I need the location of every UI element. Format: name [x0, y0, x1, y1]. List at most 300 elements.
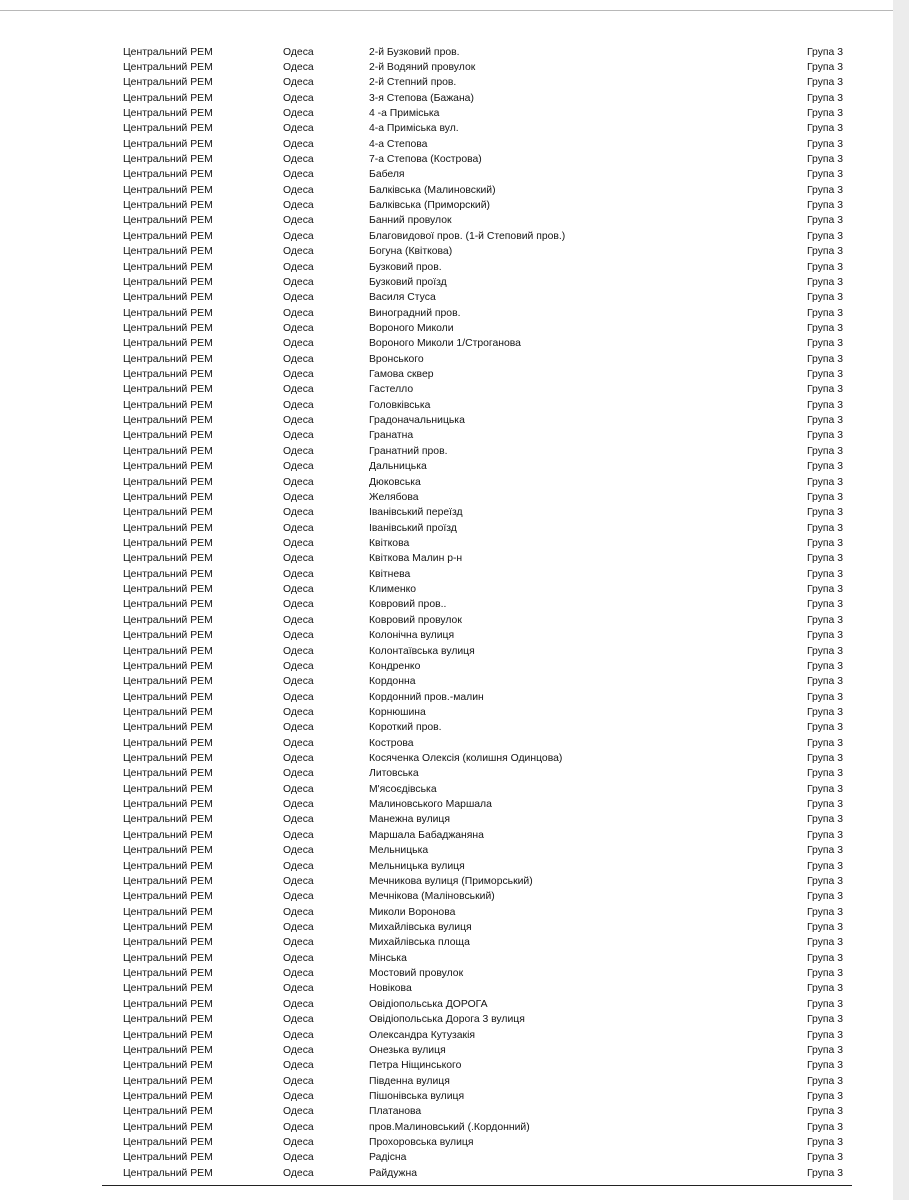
city-cell: Одеса: [283, 1014, 314, 1026]
district-cell: Центральний РЕМ: [123, 538, 213, 549]
district-cell: Центральний РЕМ: [123, 430, 213, 442]
district-cell: Центральний РЕМ: [123, 522, 213, 534]
group-cell: Група 3: [807, 660, 843, 672]
street-cell: Гастелло: [369, 384, 414, 396]
street-cell: Іванівський переїзд: [369, 507, 463, 519]
district-cell: Центральний РЕМ: [123, 753, 213, 765]
city-cell: Одеса: [283, 937, 314, 949]
table-row: [0, 736, 893, 751]
table-row: [0, 75, 893, 90]
table-row: [0, 121, 893, 136]
district-cell: Центральний РЕМ: [123, 1044, 213, 1056]
group-cell: Група 3: [807, 77, 843, 89]
district-cell: Центральний РЕМ: [123, 676, 213, 688]
street-cell: Банний провулок: [369, 215, 452, 227]
group-cell: Група 3: [807, 200, 843, 212]
district-cell: Центральний РЕМ: [123, 123, 213, 135]
district-cell: Центральний РЕМ: [123, 952, 213, 964]
city-cell: Одеса: [283, 338, 314, 350]
group-cell: Група 3: [807, 353, 843, 365]
city-cell: Одеса: [283, 845, 314, 857]
table-row: [0, 1089, 893, 1104]
table-row: [0, 260, 893, 275]
city-cell: Одеса: [283, 476, 314, 488]
group-cell: Група 3: [807, 384, 843, 396]
group-cell: Група 3: [807, 507, 843, 519]
table-row: [0, 352, 893, 367]
district-cell: Центральний РЕМ: [123, 875, 213, 887]
table-row: [0, 183, 893, 198]
city-cell: Одеса: [283, 875, 314, 887]
group-cell: Група 3: [807, 538, 843, 549]
table-row: [0, 137, 893, 152]
group-cell: Група 3: [807, 1029, 843, 1041]
district-cell: Центральний РЕМ: [123, 154, 213, 166]
district-cell: Центральний РЕМ: [123, 384, 213, 396]
street-cell: Ковровий пров..: [369, 599, 447, 611]
district-cell: Центральний РЕМ: [123, 491, 213, 503]
street-cell: Гранатний пров.: [369, 445, 448, 457]
group-cell: Група 3: [807, 522, 843, 534]
group-cell: Група 3: [807, 983, 843, 995]
street-cell: Мельницька вулиця: [369, 860, 465, 872]
street-cell: Маршала Бабаджаняна: [369, 829, 484, 841]
group-cell: Група 3: [807, 753, 843, 765]
table-row: [0, 644, 893, 659]
street-cell: 4 -а Приміська: [369, 107, 440, 119]
street-cell: Квіткова Малин р-н: [369, 553, 463, 565]
group-cell: Група 3: [807, 1152, 843, 1164]
district-cell: Центральний РЕМ: [123, 921, 213, 933]
table-row: [0, 690, 893, 705]
group-cell: Група 3: [807, 860, 843, 872]
district-cell: Центральний РЕМ: [123, 169, 213, 181]
city-cell: Одеса: [283, 507, 314, 519]
group-cell: Група 3: [807, 476, 843, 488]
table-row: [0, 628, 893, 643]
street-cell: Кордонний пров.-малин: [369, 691, 484, 703]
group-cell: Група 3: [807, 921, 843, 933]
street-cell: Мечнікова (Маліновський): [369, 891, 495, 903]
city-cell: Одеса: [283, 783, 314, 795]
group-cell: Група 3: [807, 1090, 843, 1102]
group-cell: Група 3: [807, 891, 843, 903]
street-cell: 3-я Степова (Бажана): [369, 92, 474, 104]
city-cell: Одеса: [283, 998, 314, 1010]
district-cell: Центральний РЕМ: [123, 307, 213, 319]
group-cell: Група 3: [807, 952, 843, 964]
table-row: [0, 920, 893, 935]
street-cell: Мостовий провулок: [369, 968, 464, 980]
street-cell: Платанова: [369, 1106, 422, 1118]
street-cell: Дальницька: [369, 461, 427, 473]
district-cell: Центральний РЕМ: [123, 599, 213, 611]
street-cell: Василя Стуса: [369, 292, 436, 304]
district-cell: Центральний РЕМ: [123, 77, 213, 89]
table-row: [0, 1043, 893, 1058]
table-row: [0, 444, 893, 459]
group-cell: Група 3: [807, 584, 843, 596]
district-cell: Центральний РЕМ: [123, 937, 213, 949]
street-cell: Литовська: [369, 768, 419, 780]
table-row: [0, 213, 893, 228]
city-cell: Одеса: [283, 123, 314, 135]
street-cell: Бузковий проїзд: [369, 276, 447, 288]
street-cell: Овідіопольська Дорога 3 вулиця: [369, 1014, 525, 1026]
street-cell: Благовидової пров. (1-й Степовий пров.): [369, 230, 566, 242]
table-row: [0, 152, 893, 167]
street-cell: Клименко: [369, 584, 417, 596]
group-cell: Група 3: [807, 92, 843, 104]
street-cell: Дюковська: [369, 476, 421, 488]
group-cell: Група 3: [807, 230, 843, 242]
city-cell: Одеса: [283, 77, 314, 89]
table-row: [0, 782, 893, 797]
district-cell: Центральний РЕМ: [123, 1167, 213, 1179]
table-row: [0, 935, 893, 950]
city-cell: Одеса: [283, 430, 314, 442]
group-cell: Група 3: [807, 814, 843, 826]
table-row: [0, 505, 893, 520]
city-cell: Одеса: [283, 553, 314, 565]
district-cell: Центральний РЕМ: [123, 507, 213, 519]
group-cell: Група 3: [807, 169, 843, 181]
city-cell: Одеса: [283, 1029, 314, 1041]
district-cell: Центральний РЕМ: [123, 230, 213, 242]
district-cell: Центральний РЕМ: [123, 799, 213, 811]
street-cell: Квітнева: [369, 568, 411, 580]
street-cell: 4-а Степова: [369, 138, 428, 150]
street-cell: Прохоровська вулиця: [369, 1137, 474, 1149]
table-row: [0, 106, 893, 121]
group-cell: Група 3: [807, 276, 843, 288]
street-cell: пров.Малиновський (.Кордонний): [369, 1121, 530, 1133]
group-cell: Група 3: [807, 322, 843, 334]
street-cell: Гранатна: [369, 430, 414, 442]
group-cell: Група 3: [807, 691, 843, 703]
street-cell: Вороного Миколи: [369, 322, 454, 334]
street-cell: Кострова: [369, 737, 414, 749]
district-cell: Центральний РЕМ: [123, 200, 213, 212]
city-cell: Одеса: [283, 568, 314, 580]
street-cell: Мечникова вулиця (Приморський): [369, 875, 533, 887]
group-cell: Група 3: [807, 568, 843, 580]
street-cell: Новікова: [369, 983, 412, 995]
table-row: [0, 459, 893, 474]
table-row: [0, 981, 893, 996]
table-row: [0, 367, 893, 382]
city-cell: Одеса: [283, 1152, 314, 1164]
district-cell: Центральний РЕМ: [123, 584, 213, 596]
city-cell: Одеса: [283, 522, 314, 534]
city-cell: Одеса: [283, 246, 314, 258]
district-cell: Центральний РЕМ: [123, 415, 213, 427]
table-row: [0, 321, 893, 336]
table-row: [0, 613, 893, 628]
group-cell: Група 3: [807, 184, 843, 196]
district-cell: Центральний РЕМ: [123, 1014, 213, 1026]
district-cell: Центральний РЕМ: [123, 845, 213, 857]
street-cell: Короткий пров.: [369, 722, 442, 734]
city-cell: Одеса: [283, 353, 314, 365]
district-cell: Центральний РЕМ: [123, 1121, 213, 1133]
table-row: [0, 382, 893, 397]
city-cell: Одеса: [283, 399, 314, 411]
page-top-border: [0, 10, 893, 11]
table-row: [0, 720, 893, 735]
group-cell: Група 3: [807, 491, 843, 503]
street-cell: Овідіопольська ДОРОГА: [369, 998, 488, 1010]
district-cell: Центральний РЕМ: [123, 184, 213, 196]
street-cell: Балківська (Приморский): [369, 200, 490, 212]
city-cell: Одеса: [283, 445, 314, 457]
group-cell: Група 3: [807, 1060, 843, 1072]
table-row: [0, 336, 893, 351]
group-cell: Група 3: [807, 46, 843, 58]
table-row: [0, 398, 893, 413]
district-cell: Центральний РЕМ: [123, 338, 213, 350]
city-cell: Одеса: [283, 1060, 314, 1072]
city-cell: Одеса: [283, 799, 314, 811]
city-cell: Одеса: [283, 660, 314, 672]
table-row: [0, 60, 893, 75]
district-cell: Центральний РЕМ: [123, 1060, 213, 1072]
street-cell: Манежна вулиця: [369, 814, 451, 826]
city-cell: Одеса: [283, 860, 314, 872]
city-cell: Одеса: [283, 676, 314, 688]
city-cell: Одеса: [283, 46, 314, 58]
street-cell: 7-а Степова (Кострова): [369, 154, 482, 166]
city-cell: Одеса: [283, 1044, 314, 1056]
table-row: [0, 766, 893, 781]
street-cell: Кордонна: [369, 676, 416, 688]
group-cell: Група 3: [807, 906, 843, 918]
street-cell: Південна вулиця: [369, 1075, 450, 1087]
district-cell: Центральний РЕМ: [123, 706, 213, 718]
street-cell: Ковровий провулок: [369, 614, 462, 626]
group-cell: Група 3: [807, 783, 843, 795]
street-cell: Іванівський проїзд: [369, 522, 457, 534]
city-cell: Одеса: [283, 983, 314, 995]
group-cell: Група 3: [807, 107, 843, 119]
table-row: [0, 551, 893, 566]
table-row: [0, 229, 893, 244]
street-cell: Бабеля: [369, 169, 405, 181]
table-bottom-rule: [102, 1185, 852, 1186]
table-row: [0, 1135, 893, 1150]
city-cell: Одеса: [283, 461, 314, 473]
street-cell: Олександра Кутузакія: [369, 1029, 476, 1041]
table-row: [0, 413, 893, 428]
district-cell: Центральний РЕМ: [123, 1106, 213, 1118]
group-cell: Група 3: [807, 1167, 843, 1179]
street-cell: Колонтаївська вулиця: [369, 645, 475, 657]
group-cell: Група 3: [807, 430, 843, 442]
group-cell: Група 3: [807, 445, 843, 457]
street-cell: Онезька вулиця: [369, 1044, 446, 1056]
city-cell: Одеса: [283, 230, 314, 242]
street-cell: Богуна (Квіткова): [369, 246, 453, 258]
street-cell: Райдужна: [369, 1167, 418, 1179]
city-cell: Одеса: [283, 921, 314, 933]
city-cell: Одеса: [283, 61, 314, 73]
district-cell: Центральний РЕМ: [123, 737, 213, 749]
city-cell: Одеса: [283, 814, 314, 826]
street-group-table: [0, 45, 893, 1182]
group-cell: Група 3: [807, 599, 843, 611]
district-cell: Центральний РЕМ: [123, 476, 213, 488]
district-cell: Центральний РЕМ: [123, 768, 213, 780]
district-cell: Центральний РЕМ: [123, 322, 213, 334]
street-cell: Вронського: [369, 353, 424, 365]
group-cell: Група 3: [807, 937, 843, 949]
table-row: [0, 244, 893, 259]
district-cell: Центральний РЕМ: [123, 553, 213, 565]
page-right-margin: [893, 0, 909, 1200]
district-cell: Центральний РЕМ: [123, 399, 213, 411]
street-cell: Балківська (Малиновский): [369, 184, 496, 196]
table-row: [0, 674, 893, 689]
group-cell: Група 3: [807, 614, 843, 626]
table-row: [0, 428, 893, 443]
table-row: [0, 536, 893, 551]
city-cell: Одеса: [283, 722, 314, 734]
city-cell: Одеса: [283, 138, 314, 150]
city-cell: Одеса: [283, 891, 314, 903]
group-cell: Група 3: [807, 338, 843, 350]
group-cell: Група 3: [807, 998, 843, 1010]
group-cell: Група 3: [807, 1106, 843, 1118]
city-cell: Одеса: [283, 1167, 314, 1179]
table-row: [0, 951, 893, 966]
group-cell: Група 3: [807, 630, 843, 642]
city-cell: Одеса: [283, 107, 314, 119]
city-cell: Одеса: [283, 369, 314, 381]
street-cell: Головківська: [369, 399, 431, 411]
city-cell: Одеса: [283, 706, 314, 718]
district-cell: Центральний РЕМ: [123, 369, 213, 381]
street-cell: Вороного Миколи 1/Строганова: [369, 338, 521, 350]
table-row: [0, 812, 893, 827]
table-row: [0, 290, 893, 305]
district-cell: Центральний РЕМ: [123, 445, 213, 457]
district-cell: Центральний РЕМ: [123, 614, 213, 626]
street-cell: 4-а Приміська вул.: [369, 123, 459, 135]
street-cell: 2-й Степний пров.: [369, 77, 457, 89]
street-cell: Михайлівська вулиця: [369, 921, 472, 933]
table-row: [0, 567, 893, 582]
group-cell: Група 3: [807, 768, 843, 780]
group-cell: Група 3: [807, 799, 843, 811]
group-cell: Група 3: [807, 875, 843, 887]
group-cell: Група 3: [807, 1075, 843, 1087]
group-cell: Група 3: [807, 154, 843, 166]
table-row: [0, 45, 893, 60]
district-cell: Центральний РЕМ: [123, 1137, 213, 1149]
group-cell: Група 3: [807, 215, 843, 227]
city-cell: Одеса: [283, 491, 314, 503]
district-cell: Центральний РЕМ: [123, 645, 213, 657]
city-cell: Одеса: [283, 154, 314, 166]
district-cell: Центральний РЕМ: [123, 215, 213, 227]
group-cell: Група 3: [807, 61, 843, 73]
group-cell: Група 3: [807, 461, 843, 473]
city-cell: Одеса: [283, 1121, 314, 1133]
city-cell: Одеса: [283, 169, 314, 181]
city-cell: Одеса: [283, 599, 314, 611]
city-cell: Одеса: [283, 200, 314, 212]
district-cell: Центральний РЕМ: [123, 353, 213, 365]
street-cell: Пішонівська вулиця: [369, 1090, 465, 1102]
group-cell: Група 3: [807, 645, 843, 657]
street-cell: Михайлівська площа: [369, 937, 470, 949]
city-cell: Одеса: [283, 1106, 314, 1118]
table-row: [0, 966, 893, 981]
table-row: [0, 521, 893, 536]
district-cell: Центральний РЕМ: [123, 660, 213, 672]
table-row: [0, 1074, 893, 1089]
district-cell: Центральний РЕМ: [123, 906, 213, 918]
street-cell: Градоначальницька: [369, 415, 465, 427]
city-cell: Одеса: [283, 1075, 314, 1087]
table-row: [0, 91, 893, 106]
table-row: [0, 306, 893, 321]
table-row: [0, 751, 893, 766]
city-cell: Одеса: [283, 968, 314, 980]
city-cell: Одеса: [283, 384, 314, 396]
group-cell: Група 3: [807, 1014, 843, 1026]
group-cell: Група 3: [807, 737, 843, 749]
group-cell: Група 3: [807, 722, 843, 734]
table-row: [0, 905, 893, 920]
street-cell: Желябова: [369, 491, 419, 503]
street-cell: Радісна: [369, 1152, 407, 1164]
district-cell: Центральний РЕМ: [123, 1075, 213, 1087]
district-cell: Центральний РЕМ: [123, 630, 213, 642]
city-cell: Одеса: [283, 322, 314, 334]
city-cell: Одеса: [283, 415, 314, 427]
group-cell: Група 3: [807, 706, 843, 718]
city-cell: Одеса: [283, 1090, 314, 1102]
city-cell: Одеса: [283, 184, 314, 196]
table-row: [0, 198, 893, 213]
group-cell: Група 3: [807, 676, 843, 688]
district-cell: Центральний РЕМ: [123, 1029, 213, 1041]
table-row: [0, 1120, 893, 1135]
district-cell: Центральний РЕМ: [123, 983, 213, 995]
district-cell: Центральний РЕМ: [123, 691, 213, 703]
table-row: [0, 843, 893, 858]
district-cell: Центральний РЕМ: [123, 998, 213, 1010]
city-cell: Одеса: [283, 614, 314, 626]
city-cell: Одеса: [283, 952, 314, 964]
table-row: [0, 859, 893, 874]
district-cell: Центральний РЕМ: [123, 860, 213, 872]
table-row: [0, 275, 893, 290]
group-cell: Група 3: [807, 123, 843, 135]
group-cell: Група 3: [807, 307, 843, 319]
table-row: [0, 167, 893, 182]
district-cell: Центральний РЕМ: [123, 276, 213, 288]
city-cell: Одеса: [283, 630, 314, 642]
street-cell: 2-й Водяний провулок: [369, 61, 476, 73]
group-cell: Група 3: [807, 968, 843, 980]
table-row: [0, 874, 893, 889]
table-row: [0, 889, 893, 904]
street-cell: Квіткова: [369, 538, 410, 549]
city-cell: Одеса: [283, 215, 314, 227]
table-row: [0, 705, 893, 720]
